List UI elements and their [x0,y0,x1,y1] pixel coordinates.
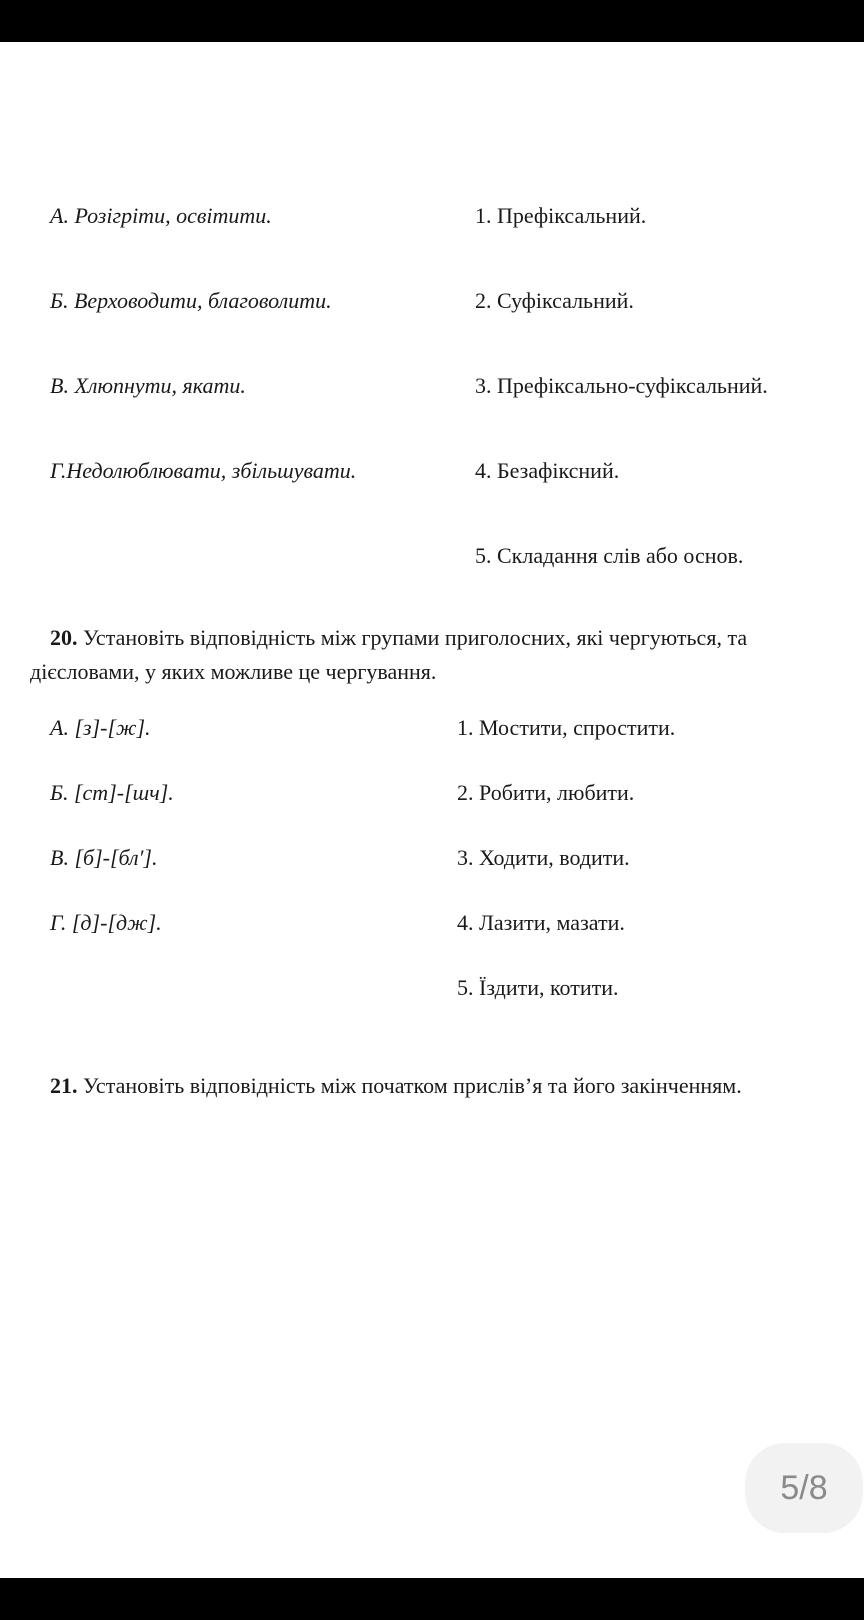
q20-answer-2: 2. Робити, любити. [457,780,635,805]
q19-option-h: Г.Недолюблювати, збільшувати. [50,458,357,483]
q19-answer-5: 5. Складання слів або основ. [475,543,744,568]
q19-option-v: В. Хлюпнути, якати. [50,373,246,398]
q21-number: 21. [50,1073,78,1098]
bottom-black-bar [0,1578,864,1620]
page-indicator: 5/8 [745,1443,863,1533]
q19-answer-2: 2. Суфіксальний. [475,288,634,313]
q19-option-a: А. Розігріти, освітити. [50,203,272,228]
q20-answer-4: 4. Лазити, мазати. [457,910,625,935]
q20-option-h: Г. [д]-[дж]. [50,910,162,935]
q20-answer-1: 1. Мостити, спростити. [457,715,676,740]
q20-option-b: Б. [ст]-[шч]. [50,780,174,805]
q19-answer-3: 3. Префіксально-суфіксальний. [475,373,768,398]
top-black-bar [0,0,864,42]
q20-answer-5: 5. Їздити, котити. [457,975,619,1000]
q20-option-v: В. [б]-[бл′]. [50,845,158,870]
q21-text: Установіть відповідність між початком прислів’я та його закінченням. [77,1073,742,1098]
q20-text-line1: Установіть відповідність між групами приголосних, які чергуються, та [77,625,748,650]
q19-answer-4: 4. Безафіксний. [475,458,620,483]
q20-option-a: А. [з]-[ж]. [50,715,151,740]
q19-option-b: Б. Верховодити, благоволити. [50,288,332,313]
q20-title-line1 [50,621,747,655]
q20-number: 20. [50,625,78,650]
q20-text-line2: дієсловами, у яких можливе це чергування. [30,659,437,684]
q20-answer-3: 3. Ходити, водити. [457,845,630,870]
document-page [0,42,864,1578]
q19-answer-1: 1. Префіксальний. [475,203,647,228]
q21-title [50,1069,820,1103]
